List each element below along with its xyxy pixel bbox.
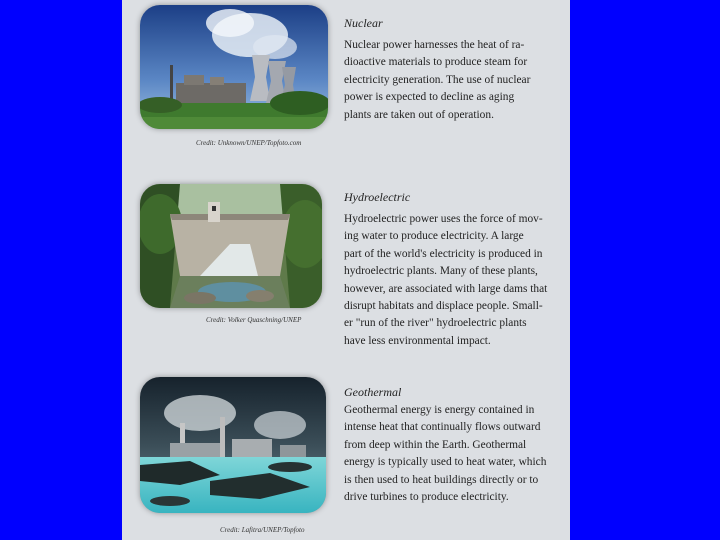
document-page (122, 0, 570, 540)
body-line: however, are associated with large dams that (344, 282, 548, 295)
section-heading: Nuclear (344, 16, 383, 30)
body-line: hydroelectric plants. Many of these plants, (344, 265, 538, 278)
body-line: have less environmental impact. (344, 334, 491, 347)
body-line: intense heat that continually flows outward (344, 421, 541, 434)
photo-credit: Credit: Lafitra/UNEP/Topfoto (220, 526, 305, 534)
body-line: Geothermal energy is energy contained in (344, 404, 535, 416)
body-line: part of the world's electricity is produced in (344, 247, 543, 260)
body-line: power is expected to decline as aging (344, 91, 515, 104)
body-line: disrupt habitats and displace people. Small- (344, 300, 543, 313)
section-heading: Hydroelectric (344, 190, 411, 204)
body-line: drive turbines to produce electricity. (344, 491, 509, 504)
body-line: er "run of the river" hydroelectric plants (344, 317, 527, 330)
section-body (344, 37, 566, 124)
geothermal-plant-photo (140, 377, 326, 513)
body-line: energy is typically used to heat water, which (344, 456, 547, 469)
body-line: dioactive materials to produce steam for (344, 56, 528, 69)
hydroelectric-dam-photo (140, 184, 322, 308)
body-line: Nuclear power harnesses the heat of ra- (344, 39, 525, 51)
section-body (344, 211, 566, 350)
body-line: is then used to heat buildings directly or to (344, 473, 539, 486)
photo-credit: Credit: Unknown/UNEP/Topfoto.com (196, 139, 302, 147)
body-line: ing water to produce electricity. A large (344, 230, 524, 243)
body-line: Hydroelectric power uses the force of mov- (344, 213, 543, 225)
nuclear-plant-photo (140, 5, 328, 129)
body-line: electricity generation. The use of nuclear (344, 73, 531, 86)
photo-credit: Credit: Volker Quaschning/UNEP (206, 316, 302, 324)
section-heading: Geothermal (344, 385, 402, 399)
body-line: from deep within the Earth. Geothermal (344, 438, 527, 451)
body-line: plants are taken out of operation. (344, 108, 494, 121)
section-body (344, 402, 566, 506)
